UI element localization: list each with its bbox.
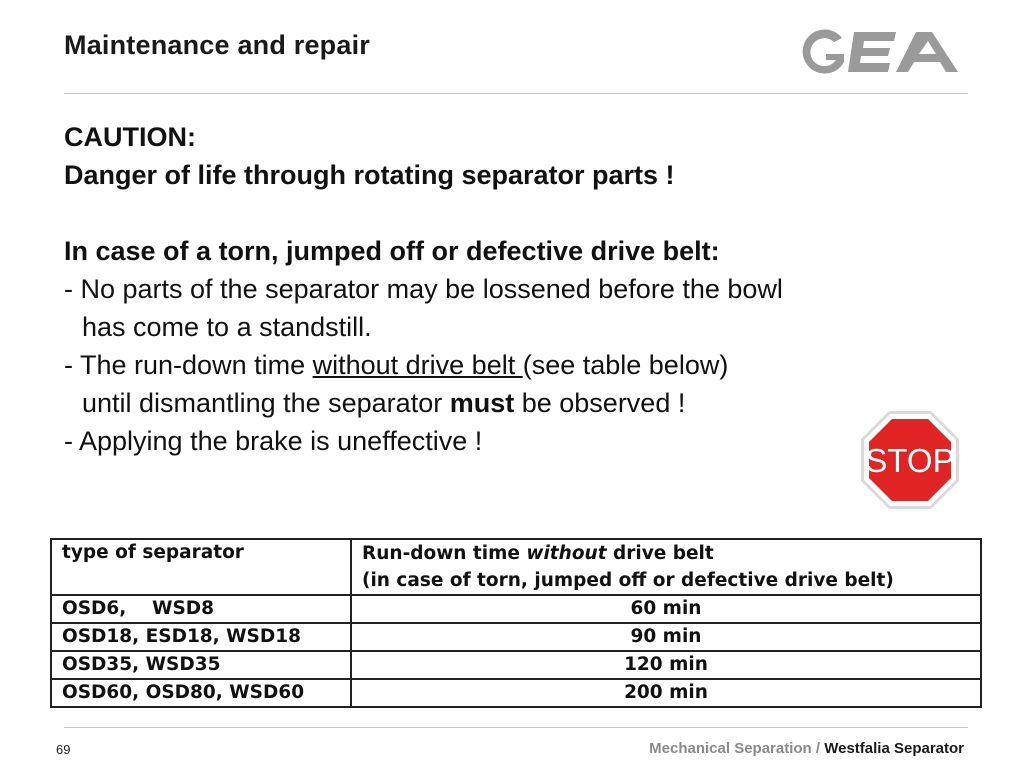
- stop-sign-icon: [860, 410, 960, 510]
- bullet-brake: - Applying the brake is uneffective !: [64, 426, 483, 456]
- bullet-no-parts-line1: - No parts of the separator may be lossened before the bowl: [64, 274, 783, 304]
- slide-title: Maintenance and repair: [64, 30, 370, 60]
- run-down-time-cell: 200 min: [351, 679, 981, 707]
- footer-brand-division: Mechanical Separation /: [649, 740, 825, 757]
- gea-logo: [798, 24, 974, 80]
- bullet-run-down-line2-suffix: be observed !: [514, 388, 686, 418]
- bullet-run-down-suffix: (see table below): [522, 350, 729, 380]
- without-drive-belt-underlined: without drive belt: [312, 350, 523, 380]
- run-down-time-table: [50, 538, 982, 708]
- caution-text-block: [64, 118, 944, 460]
- bullet-run-down-line2: [64, 384, 944, 422]
- spacer: [64, 194, 944, 232]
- run-down-time-cell: 60 min: [351, 595, 981, 623]
- separator-type-cell: OSD60, OSD80, WSD60: [51, 679, 351, 707]
- footer-brand-company: Westfalia Separator: [824, 740, 964, 757]
- footer-divider: [64, 727, 968, 728]
- separator-type-cell: OSD18, ESD18, WSD18: [51, 623, 351, 651]
- header-divider: [64, 93, 968, 94]
- run-down-time-cell: 90 min: [351, 623, 981, 651]
- header-run-down-line2: (in case of torn, jumped off or defective drive belt): [362, 570, 894, 591]
- must-emphasis: must: [449, 388, 515, 418]
- bullet-no-parts-line2: has come to a standstill.: [82, 312, 372, 342]
- page-number: 69: [56, 742, 71, 757]
- header-type-of-separator: type of separator: [51, 539, 351, 595]
- bullet-run-down-line1: [64, 346, 944, 384]
- stop-sign-text: STOP: [865, 442, 955, 479]
- bullet-run-down-prefix: - The run-down time: [64, 350, 313, 380]
- gea-logo-graphic: [798, 24, 974, 80]
- case-heading: In case of a torn, jumped off or defective drive belt:: [64, 236, 720, 266]
- footer-brand: [649, 740, 964, 757]
- table-row: [51, 623, 981, 651]
- table-row: [51, 679, 981, 707]
- table-row: [51, 595, 981, 623]
- bullet-run-down-line2-prefix: until dismantling the separator: [82, 388, 450, 418]
- danger-line: Danger of life through rotating separator parts !: [64, 160, 675, 190]
- header-without-italic: without: [526, 543, 607, 564]
- header-run-down-suffix: drive belt: [606, 543, 714, 564]
- caution-heading: CAUTION:: [64, 122, 196, 152]
- separator-type-cell: OSD6, WSD8: [51, 595, 351, 623]
- header-run-down-prefix: Run-down time: [362, 543, 527, 564]
- table-header-row: [51, 539, 981, 595]
- separator-type-cell: OSD35, WSD35: [51, 651, 351, 679]
- table-row: [51, 651, 981, 679]
- run-down-time-cell: 120 min: [351, 651, 981, 679]
- header-run-down-time: [351, 539, 981, 595]
- stop-sign-graphic: [860, 410, 960, 510]
